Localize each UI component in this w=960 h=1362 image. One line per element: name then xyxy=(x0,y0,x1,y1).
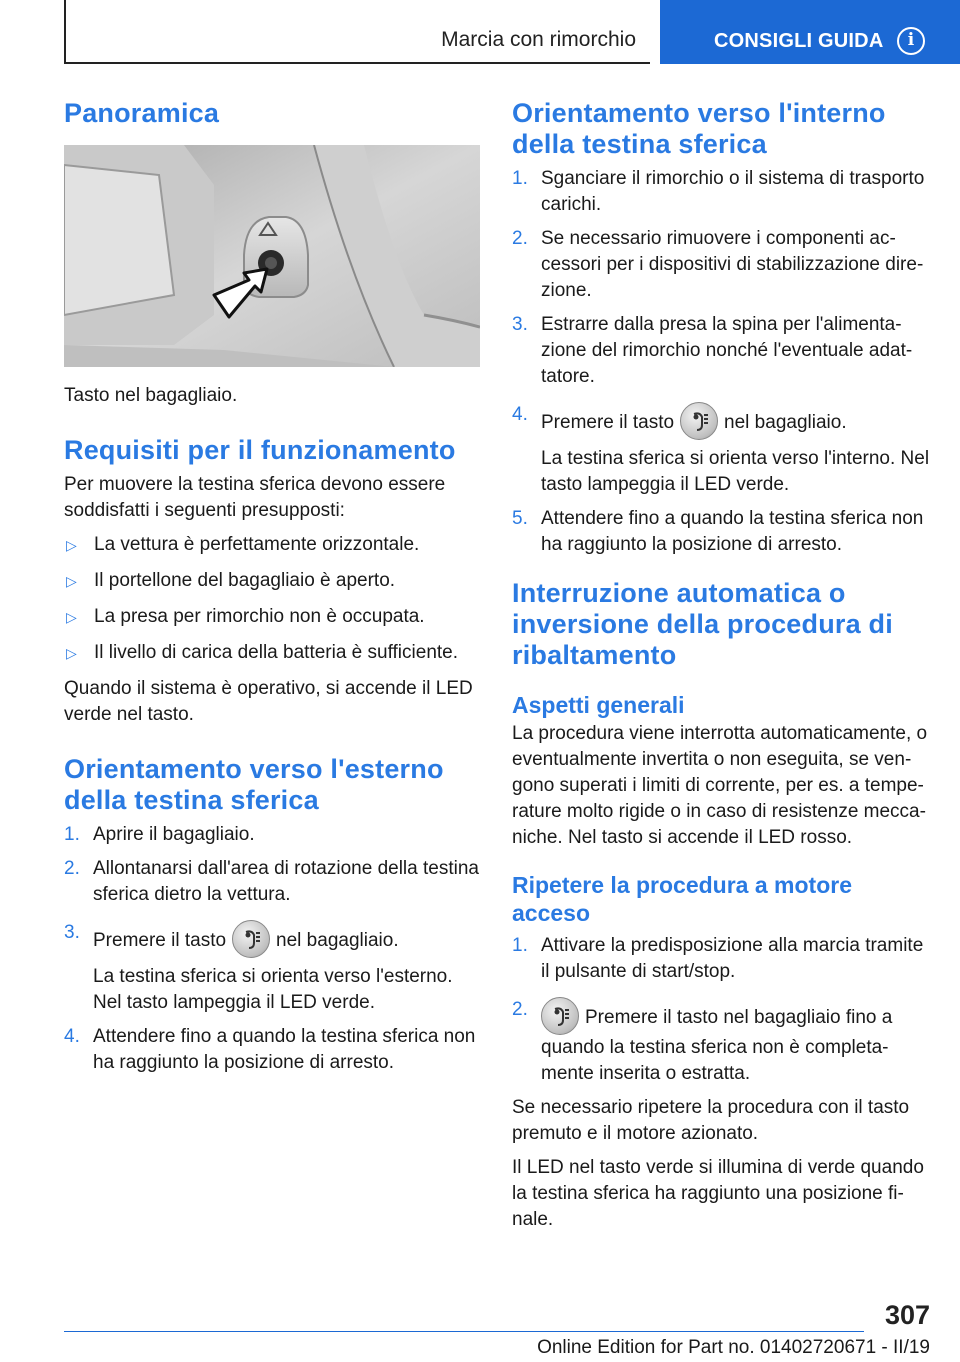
info-icon[interactable]: i xyxy=(897,27,925,55)
list-item: ▷ Il portellone del bagagliaio è aperto. xyxy=(64,568,480,594)
list-item: ▷ Il livello di carica della batteria è sufficiente. xyxy=(64,640,480,666)
trailer-hitch-button-icon xyxy=(232,920,270,958)
step-item: 2. Premere il tasto nel bagagliaio fino a quando la testina sferica non è completamente inserita o estratta. xyxy=(512,999,893,1084)
heading-interruzione: Interruzione automatica o inversione della procedura di ribaltamento xyxy=(512,578,893,670)
step-item: 3. Premere il tasto nel bagagliaio. La testina sferica si orienta verso l'esterno. Nel tasto lampeggia il LED verde. xyxy=(64,922,453,1013)
step-item: 5. Attendere fino a quando la testina sferica non ha raggiunto la posizione di arresto. xyxy=(512,508,924,555)
requisiti-intro: Per muovere la testina sferica devono essere soddisfatti i seguenti presupposti: xyxy=(64,474,446,521)
heading-orientamento-interno: Orientamento verso l'interno della testina sferica xyxy=(512,98,886,159)
trunk-button-photo xyxy=(64,145,480,367)
step-item: 4. Premere il tasto nel bagagliaio. La testina sferica si orienta verso l'interno. Nel tasto lampeggia il LED verde. xyxy=(512,404,930,495)
ripetere-note-1: Se necessario ripetere la procedura con il tasto premuto e il motore azionato. xyxy=(512,1097,910,1144)
heading-orientamento-esterno: Orientamento verso l'esterno della testina sferica xyxy=(64,754,444,815)
footer-rule xyxy=(64,1331,864,1332)
triangle-bullet-icon: ▷ xyxy=(66,645,77,661)
chapter-tab-label: CONSIGLI GUIDA xyxy=(714,30,884,52)
step-item: 3. Estrarre dalla presa la spina per l'alimentazione del rimorchio nonché l'eventuale adattatore. xyxy=(512,314,913,387)
edition-note: Online Edition for Part no. 01402720671 - II/19 xyxy=(537,1337,930,1358)
list-item: ▷ La presa per rimorchio non è occupata. xyxy=(64,604,480,630)
header-chapter-tab[interactable] xyxy=(660,0,960,64)
heading-panoramica: Panoramica xyxy=(64,98,220,128)
requisiti-list xyxy=(64,532,480,666)
left-column xyxy=(64,98,480,1084)
trailer-hitch-button-icon xyxy=(680,402,718,440)
heading-requisiti: Requisiti per il funzionamento xyxy=(64,435,456,465)
triangle-bullet-icon: ▷ xyxy=(66,573,77,589)
esterno-steps xyxy=(64,822,480,1076)
interno-steps xyxy=(512,166,930,558)
aspetti-text: La procedura viene interrotta automaticamente, o eventualmente invertita o non eseguita, se vengono superati i limiti di corrente, per es. a temperature molto rigide o in caso di resistenze meccaniche. Nel tasto si accende il LED rosso. xyxy=(512,723,928,848)
page-number: 307 xyxy=(884,1300,930,1330)
step-item: 4. Attendere fino a quando la testina sferica non ha raggiunto la posizione di arresto. xyxy=(64,1026,476,1073)
step-item: 2. Se necessario rimuovere i componenti accessori per i dispositivi di stabilizzazione direzione. xyxy=(512,228,924,301)
ripetere-note-2: Il LED nel tasto verde si illumina di verde quando la testina sferica ha raggiunto una posizione finale. xyxy=(512,1157,924,1230)
step-item: 1. Aprire il bagagliaio. xyxy=(64,824,255,845)
step-item: 1. Attivare la predisposizione alla marcia tramite il pulsante di start/stop. xyxy=(512,935,924,982)
ripetere-steps xyxy=(512,933,930,1087)
header-rule-horizontal xyxy=(64,62,650,64)
step-item: 1. Sganciare il rimorchio o il sistema di trasporto carichi. xyxy=(512,168,925,215)
list-item: ▷ La vettura è perfettamente orizzontale. xyxy=(64,532,480,558)
triangle-bullet-icon: ▷ xyxy=(66,609,77,625)
requisiti-outro: Quando il sistema è operativo, si accende il LED verde nel tasto. xyxy=(64,678,473,725)
right-column xyxy=(512,98,930,1233)
trailer-hitch-button-icon xyxy=(541,997,579,1035)
header-section-title: Marcia con rimorchio xyxy=(441,28,636,51)
header-rule-vertical xyxy=(64,0,66,64)
triangle-bullet-icon: ▷ xyxy=(66,537,77,553)
heading-aspetti-generali: Aspetti generali xyxy=(512,692,685,718)
photo-caption: Tasto nel bagagliaio. xyxy=(64,385,238,406)
step-item: 2. Allontanarsi dall'area di rotazione della testina sferica dietro la vettura. xyxy=(64,858,479,905)
heading-ripetere: Ripetere la procedura a motore acceso xyxy=(512,872,852,926)
